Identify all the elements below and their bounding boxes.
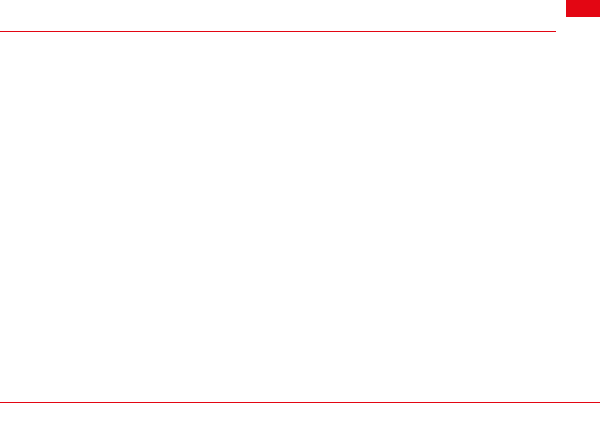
- brand-tab: [566, 0, 600, 17]
- footer-info: [312, 244, 592, 388]
- title-rule: [0, 31, 556, 32]
- footer-bar: [0, 402, 600, 424]
